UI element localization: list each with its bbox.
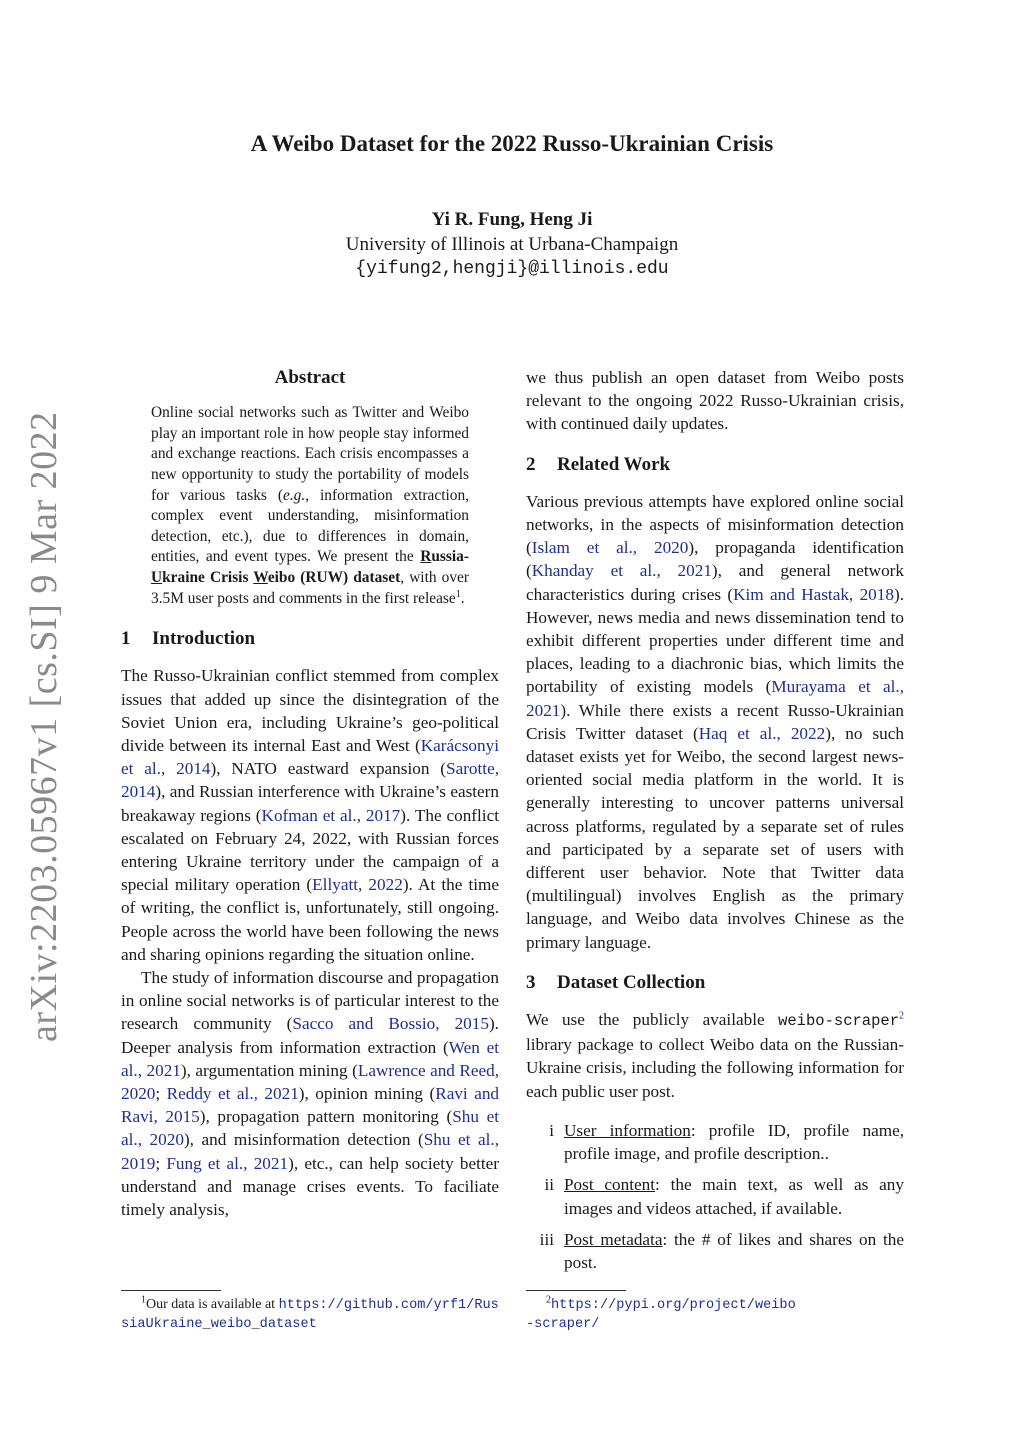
footnote-ref-1[interactable]: 1 [455, 588, 461, 600]
package-name: weibo-scraper [778, 1012, 899, 1031]
citation-link[interactable]: Fung et al., 2021 [166, 1153, 289, 1173]
arxiv-stamp-text: arXiv:2203.05967v1 [cs.SI] 9 Mar 2022 [23, 411, 65, 1042]
section-number: 3 [526, 971, 536, 993]
citation-link[interactable]: Khanday et al., 2021 [531, 561, 712, 581]
citation-link[interactable]: Kim and Hastak, 2018 [733, 584, 894, 604]
author-block [0, 207, 1024, 282]
author-affiliation: University of Illinois at Urbana-Champaign [345, 234, 679, 255]
abstract-part: Online social networks such as Twitter and Weibo play an important role in how people stay informed and exchange reactions. Each crisis encompasses a new opportunity to study the portability of models for various tasks ( [151, 404, 469, 504]
paragraph-text: ). While there exists a recent Russo-Ukrainian Crisis Twitter dataset ( [526, 700, 904, 743]
abstract-heading: Abstract [274, 367, 346, 388]
footnote-1-wrap [121, 1294, 279, 1312]
related-work-paragraph [526, 490, 904, 954]
list-item [526, 1228, 904, 1274]
paragraph-text: ), argumentation mining ( [180, 1060, 358, 1080]
list-item-text: : the main text, as well as any images and videos attached, if available. [564, 1175, 904, 1218]
paragraph-text: ). At the time of writing, the conflict is, unfortunately, still ongoing. People across the world have been following the news and sharing opinions regarding the situation online. [121, 875, 500, 964]
list-marker: i [549, 1120, 554, 1140]
abstract-text [151, 403, 469, 609]
citation-link[interactable]: Sacco and Bossio, 2015 [292, 1014, 489, 1034]
list-item-body [564, 1228, 904, 1274]
section-heading-dataset-collection [526, 971, 904, 994]
ruw-letter: W [253, 568, 268, 586]
list-item [526, 1119, 904, 1165]
paragraph-text: ; [155, 1153, 167, 1173]
paragraph-text: ), and Russian interference with Ukraine’s eastern breakaway regions ( [121, 782, 499, 825]
section-title: Dataset Collection [557, 971, 706, 993]
footnote-1-link[interactable]: https://github.com/yrf1/RussiaUkraine_weibo_dataset [121, 1298, 499, 1332]
paragraph-text: The study of information discourse and propagation in online social networks is of particular interest to the research community ( [121, 967, 499, 1034]
footnote-1-text: Our data is available at [146, 1297, 279, 1312]
list-item-body [564, 1119, 904, 1165]
ruw-letter: R [420, 548, 432, 566]
paragraph-text: Various previous attempts have explored online social networks, in the aspects of misinformation detection ( [526, 491, 904, 558]
paragraph-text: ), no such dataset exists yet for Weibo, the second largest news-oriented social media platform in the world. It is generally interesting to uncover patterns universal across platforms, regulated by a separate set of rules and participated by a separate set of users with different user behavior. Note that Twitter data (multilingual) involves English as the primary language, and Weibo data involves Chinese as the primary language. [526, 723, 904, 952]
author-email[interactable]: {yifung2,hengji}@illinois.edu [355, 259, 669, 279]
paragraph-text: ), propaganda identification ( [526, 538, 904, 581]
list-item-label: Post content [564, 1175, 656, 1195]
abstract-part: , with over 3.5M user posts and comments in the first release [151, 568, 469, 607]
section-heading-introduction [121, 627, 499, 650]
citation-link[interactable]: Ravi and Ravi, 2015 [121, 1084, 500, 1127]
intro-continuation: we thus publish an open dataset from Weibo posts relevant to the ongoing 2022 Russo-Ukrainian crisis, with continued daily updates. [526, 368, 904, 434]
footnote-rule-right [526, 1290, 626, 1291]
list-item-text: : profile ID, profile name, profile image, and profile description.. [564, 1120, 904, 1164]
section-number: 1 [121, 628, 131, 650]
ruw-part: ussia- [431, 548, 469, 566]
citation-link[interactable]: Shu et al., 2020 [121, 1107, 499, 1150]
author-names: Yi R. Fung, Heng Ji [431, 209, 593, 230]
paragraph-text: ; [155, 1084, 167, 1103]
dataset-text: We use the publicly available [526, 1010, 779, 1030]
citation-link[interactable]: Karácsonyi et al., 2014 [121, 735, 499, 779]
list-marker: ii [544, 1175, 554, 1195]
citation-link[interactable]: Wen et al., 2021 [121, 1037, 499, 1080]
dataset-text: library package to collect Weibo data on the Russian-Ukraine crisis, including the following information for each public user post. [526, 1035, 904, 1101]
list-item-label: Post metadata [564, 1229, 663, 1249]
paragraph-text: ), and misinformation detection ( [183, 1130, 424, 1150]
footnote-ref-2[interactable]: 2 [899, 1010, 904, 1022]
paragraph-text: ), propagation pattern monitoring ( [199, 1107, 453, 1127]
citation-link[interactable]: Islam et al., 2020 [531, 538, 689, 558]
paper-title: A Weibo Dataset for the 2022 Russo-Ukrainian Crisis [250, 131, 774, 156]
abstract-eg: e.g. [282, 486, 306, 504]
list-marker: iii [539, 1229, 554, 1249]
list-item [526, 1173, 904, 1219]
paragraph-text: ). Deeper analysis from information extraction ( [121, 1014, 499, 1057]
citation-link[interactable]: Murayama et al., 2021 [526, 677, 905, 720]
footnote-1 [121, 1296, 499, 1334]
citation-link[interactable]: Sarotte, 2014 [121, 759, 499, 802]
citation-link[interactable]: Lawrence and Reed, 2020 [121, 1060, 500, 1103]
ruw-part: eibo (RUW) dataset [267, 568, 401, 586]
paragraph-text: ), etc., can help society better understand and manage crises events. To faciliate timely analysis, [121, 1153, 499, 1220]
intro-paragraph-2 [121, 966, 499, 1221]
ruw-letter: U [151, 568, 163, 586]
paragraph-text: ), and general network characteristics during crises ( [526, 561, 905, 604]
section-title: Related Work [557, 453, 671, 475]
citation-link[interactable]: Kofman et al., 2017 [261, 805, 401, 825]
paragraph-text: ), NATO eastward expansion ( [210, 759, 447, 779]
footnote-2 [526, 1296, 796, 1334]
list-item-body [564, 1173, 904, 1219]
footnote-2-wrap [526, 1294, 551, 1312]
section-heading-related-work [526, 453, 904, 476]
arxiv-stamp [22, 411, 66, 1042]
paragraph-text: ). However, news media and news dissemination tend to exhibit different properties under different time and places, leading to a diachronic bias, which limits the portability of existing models ( [526, 584, 904, 697]
citation-link[interactable]: Haq et al., 2022 [698, 723, 826, 743]
footnote-2-mark: 2 [546, 1294, 551, 1306]
citation-link[interactable]: Ellyatt, 2022 [312, 875, 403, 895]
intro-paragraph-1 [121, 664, 499, 966]
abstract-part: , information extraction, complex event understanding, misinformation detection, etc.), due to differences in domain, entities, and event types. We present the [151, 486, 469, 566]
left-column [121, 366, 499, 1221]
footnote-1-mark: 1 [141, 1294, 146, 1306]
paragraph-text: The Russo-Ukrainian conflict stemmed from complex issues that added up since the disintegration of the Soviet Union era, including Ukraine’s geo-political divide between its internal East and West ( [121, 666, 499, 755]
footnote-2-link[interactable]: https://pypi.org/project/weibo-scraper/ [526, 1298, 796, 1332]
citation-link[interactable]: Reddy et al., 2021 [166, 1084, 299, 1103]
paragraph-text: ), opinion mining ( [298, 1084, 436, 1103]
citation-link[interactable]: Shu et al., 2019 [121, 1130, 499, 1173]
info-list [526, 1119, 904, 1274]
list-item-label: User information [564, 1120, 691, 1140]
dataset-paragraph [526, 1008, 904, 1103]
section-title: Introduction [152, 628, 256, 650]
list-item-text: : the # of likes and shares on the post. [564, 1229, 904, 1272]
footnote-rule-left [121, 1290, 221, 1291]
paragraph-text: ). The conflict escalated on February 24, 2022, with Russian forces entering Ukraine territory under the campaign of a special military operation ( [121, 805, 499, 895]
right-column [526, 366, 904, 1282]
ruw-part: kraine Crisis [162, 568, 249, 586]
section-number: 2 [526, 453, 536, 475]
abstract-part: . [460, 589, 465, 607]
